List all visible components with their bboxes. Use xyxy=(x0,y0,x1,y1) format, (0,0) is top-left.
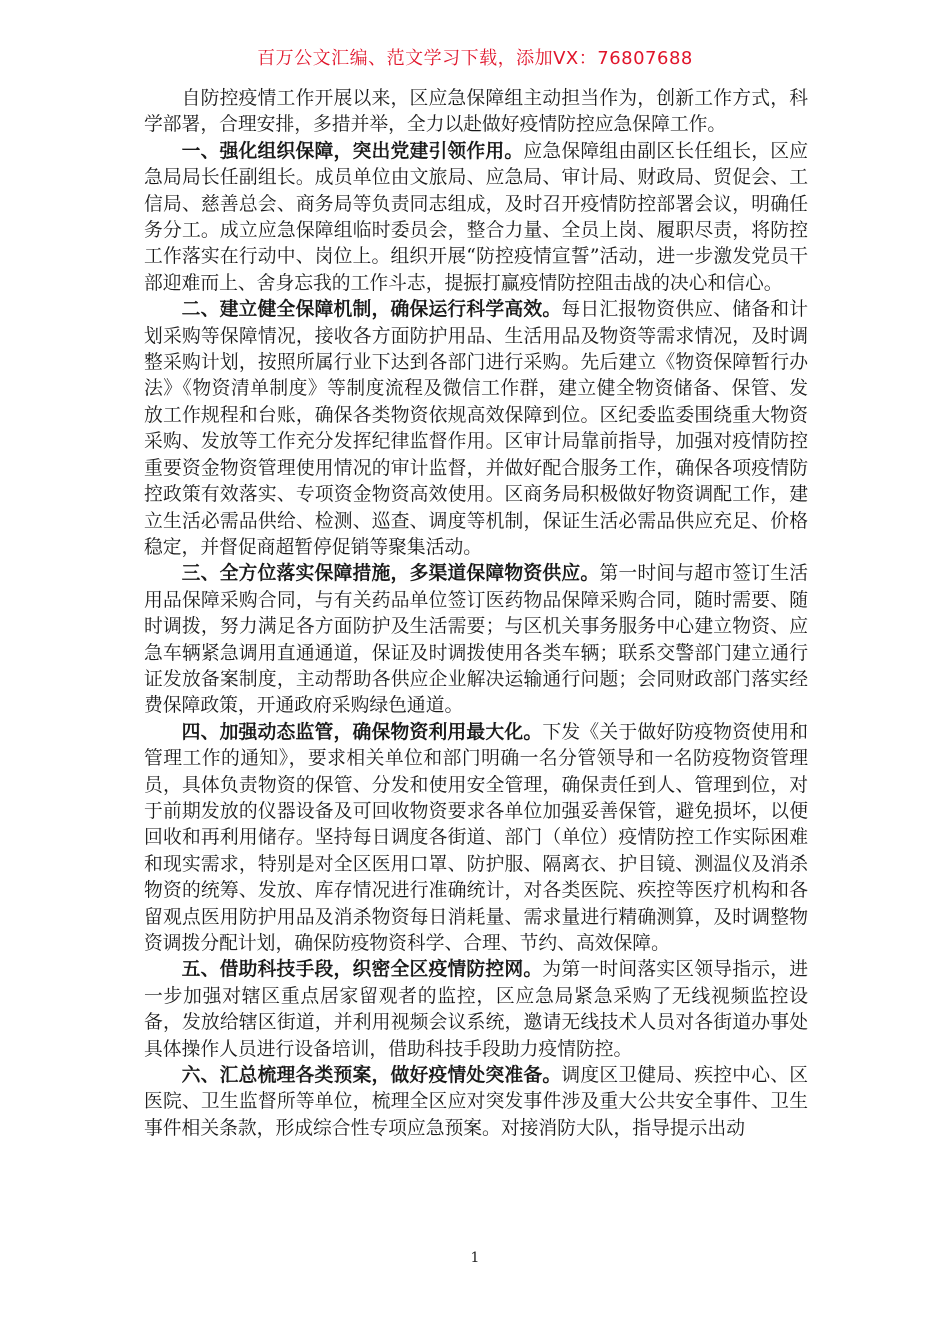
paragraph-body: 下发《关于做好防疫物资使用和管理工作的通知》，要求相关单位和部门明确一名分管领导和一名防疫物资管理员，具体负责物资的保管、分发和使用安全管理，确保责任到人、管理到位，对于前期发放的仪器设备及可回收物资要求各单位加强妥善保管，避免损坏，以便回收和再利用储存。坚持每日调度各街道、部门（单位）疫情防控工作实际困难和现实需求，特别是对全区医用口罩、防护服、隔离衣、护目镜、测温仪及消杀物资的统筹、发放、库存情况进行准确统计，对各类医院、疾控等医疗机构和各留观点医用防护用品及消杀物资每日消耗量、需求量进行精确测算，及时调整物资调拨分配计划，确保防疫物资科学、合理、节约、高效保障。 xyxy=(144,721,809,954)
paragraph-body: 第一时间与超市签订生活用品保障采购合同，与有关药品单位签订医药物品保障采购合同，随时需要、随时调拨，努力满足各方面防护及生活需要；与区机关事务服务中心建立物资、应急车辆紧急调用直通通道，保证及时调拨使用各类车辆；联系交警部门建立通行证发放备案制度，主动帮助各供应企业解决运输通行问题；会同财政部门落实经费保障政策，开通政府采购绿色通道。 xyxy=(144,563,809,717)
section-heading: 六、汇总梳理各类预案，做好疫情处突准备。 xyxy=(181,1065,562,1087)
paragraph-intro xyxy=(144,86,808,139)
paragraph-body: 每日汇报物资供应、储备和计划采购等保障情况，接收各方面防护用品、生活用品及物资等需求情况，及时调整采购计划，按照所属行业下达到各部门进行采购。先后建立《物资保障暂行办法》《物资清单制度》等制度流程及微信工作群，建立健全物资储备、保管、发放工作规程和台账，确保各类物资依规高效保障到位。区纪委监委围绕重大物资采购、发放等工作充分发挥纪律监督作用。区审计局靠前指导，加强对疫情防控重要资金物资管理使用情况的审计监督，并做好配合服务工作，确保各项疫情防控政策有效落实、专项资金物资高效使用。区商务局积极做好物资调配工作，建立生活必需品供给、检测、巡查、调度等机制，保证生活必需品供应充足、价格稳定，并督促商超暂停促销等聚集活动。 xyxy=(144,299,808,558)
section-heading: 四、加强动态监管，确保物资利用最大化。 xyxy=(181,721,543,743)
section-heading: 二、建立健全保障机制，确保运行科学高效。 xyxy=(181,299,562,321)
paragraph-section-2 xyxy=(144,297,808,561)
paragraph-body: 自防控疫情工作开展以来，区应急保障组主动担当作为，创新工作方式，科学部署，合理安排，多措并举，全力以赴做好疫情防控应急保障工作。 xyxy=(144,88,808,136)
section-heading: 一、强化组织保障，突出党建引领作用。 xyxy=(181,140,524,162)
document-body xyxy=(144,86,808,1142)
page-number: 1 xyxy=(470,1250,480,1266)
paragraph-body: 调度区卫健局、疾控中心、区医院、卫生监督所等单位，梳理全区应对突发事件涉及重大公共安全事件、卫生事件相关条款，形成综合性专项应急预案。对接消防大队，指导提示出动 xyxy=(144,1065,808,1139)
paragraph-section-6 xyxy=(144,1063,808,1142)
section-heading: 五、借助科技手段，织密全区疫情防控网。 xyxy=(181,959,543,981)
promo-header: 百万公文汇编、范文学习下载，添加VX：76807688 xyxy=(257,48,693,69)
section-heading: 三、全方位落实保障措施，多渠道保障物资供应。 xyxy=(181,563,600,585)
paragraph-section-1 xyxy=(144,139,808,297)
paragraph-section-4 xyxy=(144,720,808,958)
paragraph-body: 应急保障组由副区长任组长，区应急局局长任副组长。成员单位由文旅局、应急局、审计局、财政局、贸促会、工信局、慈善总会、商务局等负责同志组成，及时召开疫情防控部署会议，明确任务分工。成立应急保障组临时委员会，整合力量、全员上岗、履职尽责，将防控工作落实在行动中、岗位上。组织开展“防控疫情宣誓”活动，进一步激发党员干部迎难而上、舍身忘我的工作斗志，提振打赢疫情防控阻击战的决心和信心。 xyxy=(144,140,809,294)
paragraph-section-5 xyxy=(144,957,808,1063)
paragraph-section-3 xyxy=(144,561,808,719)
paragraph-body: 为第一时间落实区领导指示，进一步加强对辖区重点居家留观者的监控，区应急局紧急采购了无线视频监控设备，发放给辖区街道，并利用视频会议系统，邀请无线技术人员对各街道办事处具体操作人员进行设备培训，借助科技手段助力疫情防控。 xyxy=(144,959,809,1060)
